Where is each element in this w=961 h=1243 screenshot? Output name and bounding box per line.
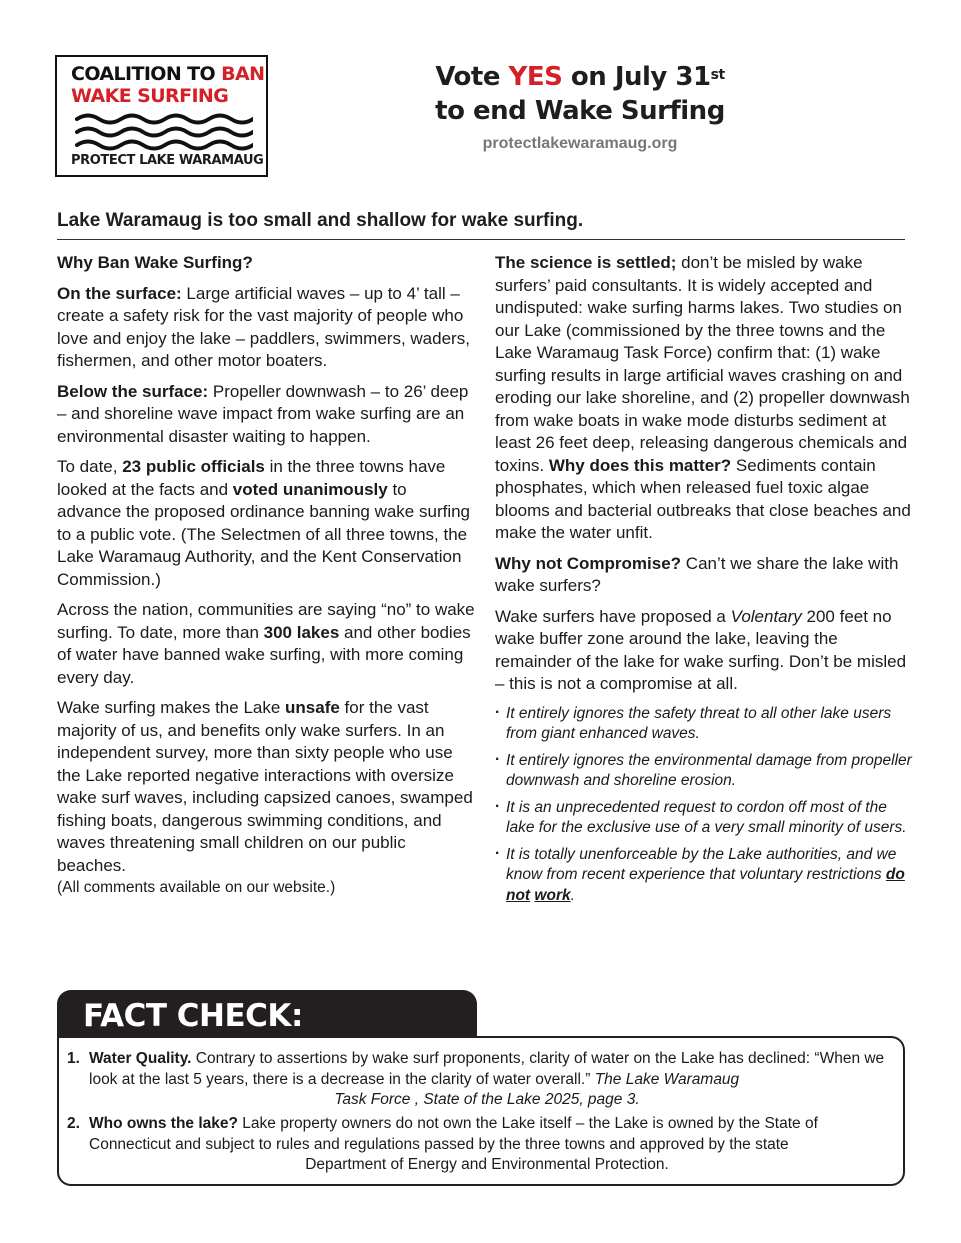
list-item: · It entirely ignores the safety threat to all other lake users from giant enhanced waves. — [495, 704, 913, 745]
proposal-paragraph: Wake surfers have proposed a Volentary 200 feet no wake buffer zone around the lake, leaving the remainder of the lake for wake surfing. Don’t be misled – this is not a compromise at all. — [495, 606, 907, 693]
science-paragraph: The science is settled; don’t be misled by wake surfers’ paid consultants. It is widely accepted and undisputed: wake surfing harms lakes. Two studies on our Lake (commissioned by the three towns and the Lake Waramaug Task Force) confirm that: (1) wake surfing results in large artificial waves crashing on and eroding our lake shoreline, and (2) propeller downwash from wake boats in wake mode disturbs sediment at least 26 feet deep, releasing dangerous chemicals and toxins. Why does this matter? Sediments contain phosphates, which when released fuel toxic algae blooms and bacterial outbreaks that close beaches and make the water unfit. — [495, 253, 911, 542]
logo-tagline: PROTECT LAKE WARAMAUG — [71, 153, 264, 168]
headline-line-1: Vote YES on July 31st — [435, 62, 725, 92]
right-column — [495, 252, 913, 912]
headline-line-2: to end Wake Surfing — [435, 96, 725, 126]
left-column — [57, 252, 475, 900]
website-url[interactable]: protectlakewaramaug.org — [482, 135, 678, 152]
tagline: Lake Waramaug is too small and shallow for wake surfing. — [57, 210, 584, 231]
officials-paragraph: To date, 23 public officials in the three towns have looked at the facts and voted unanimously to advance the proposed ordinance banning wake surfing to a public vote. (The Selectmen of all three towns, the Lake Waramaug Authority, and the Kent Conservation Commission.) — [57, 457, 471, 589]
nation-paragraph: Across the nation, communities are saying “no” to wake surfing. To date, more than 300 lakes and other bodies of water have banned wake surfing, with more coming every day. — [57, 600, 475, 687]
section-heading: Why Ban Wake Surfing? — [57, 253, 253, 272]
objections-list — [495, 704, 913, 907]
divider — [57, 239, 905, 240]
logo-line-2: WAKE SURFING — [71, 85, 229, 107]
surface-paragraph: On the surface: Large artificial waves – up to 4’ tall – create a safety risk for the vast majority of people who love and enjoy the lake – paddlers, swimmers, waders, fishermen, and other motor boaters. — [57, 283, 470, 370]
unsafe-paragraph: Wake surfing makes the Lake unsafe for the vast majority of us, and benefits only wake surfers. In an independent survey, more than sixty people who use the Lake reported negative interactions with oversize wake surf waves, including capsized canoes, swamped fishing boats, dangerous swimming conditions, and waves threatening small children on our public beaches. — [57, 698, 473, 875]
fact-check-title: FACT CHECK: — [83, 998, 303, 1034]
list-item: · It is an unprecedented request to cordon off most of the lake for the exclusive use of a very small minority of users. — [495, 798, 913, 839]
waves-icon — [73, 111, 253, 151]
list-item: · It is totally unenforceable by the Lake authorities, and we know from recent experience that voluntary restrictions do not work. — [495, 845, 913, 907]
logo-line-1: COALITION TO BAN — [71, 63, 265, 85]
below-surface-paragraph: Below the surface: Propeller downwash – to 26’ deep – and shoreline wave impact from wake surfing are an environmental disaster waiting to happen. — [57, 381, 469, 446]
compromise-paragraph: Why not Compromise? Can’t we share the lake with wake surfers? — [495, 553, 899, 595]
comments-note: (All comments available on our website.) — [57, 879, 336, 896]
fact-item-water-quality: 1. Water Quality. Contrary to assertions by wake surf proponents, clarity of water on the Lake has declined: “When we look at the last 5 years, there is a decrease in the clarity of water overall.” The Lake Waramaug Task Force , State of the Lake 2025, page 3. — [67, 1050, 885, 1108]
coalition-logo — [55, 55, 268, 177]
list-item: · It entirely ignores the environmental damage from propeller downwash and shoreline erosion. — [495, 751, 913, 792]
headline — [390, 60, 770, 128]
yes-highlight: YES — [508, 62, 563, 92]
fact-item-ownership: 2. Who owns the lake? Lake property owners do not own the Lake itself – the Lake is owned by the State of Connecticut and subject to rules and regulations passed by the three towns and approved by the state Department of Energy and Environmental Protection. — [67, 1115, 818, 1173]
